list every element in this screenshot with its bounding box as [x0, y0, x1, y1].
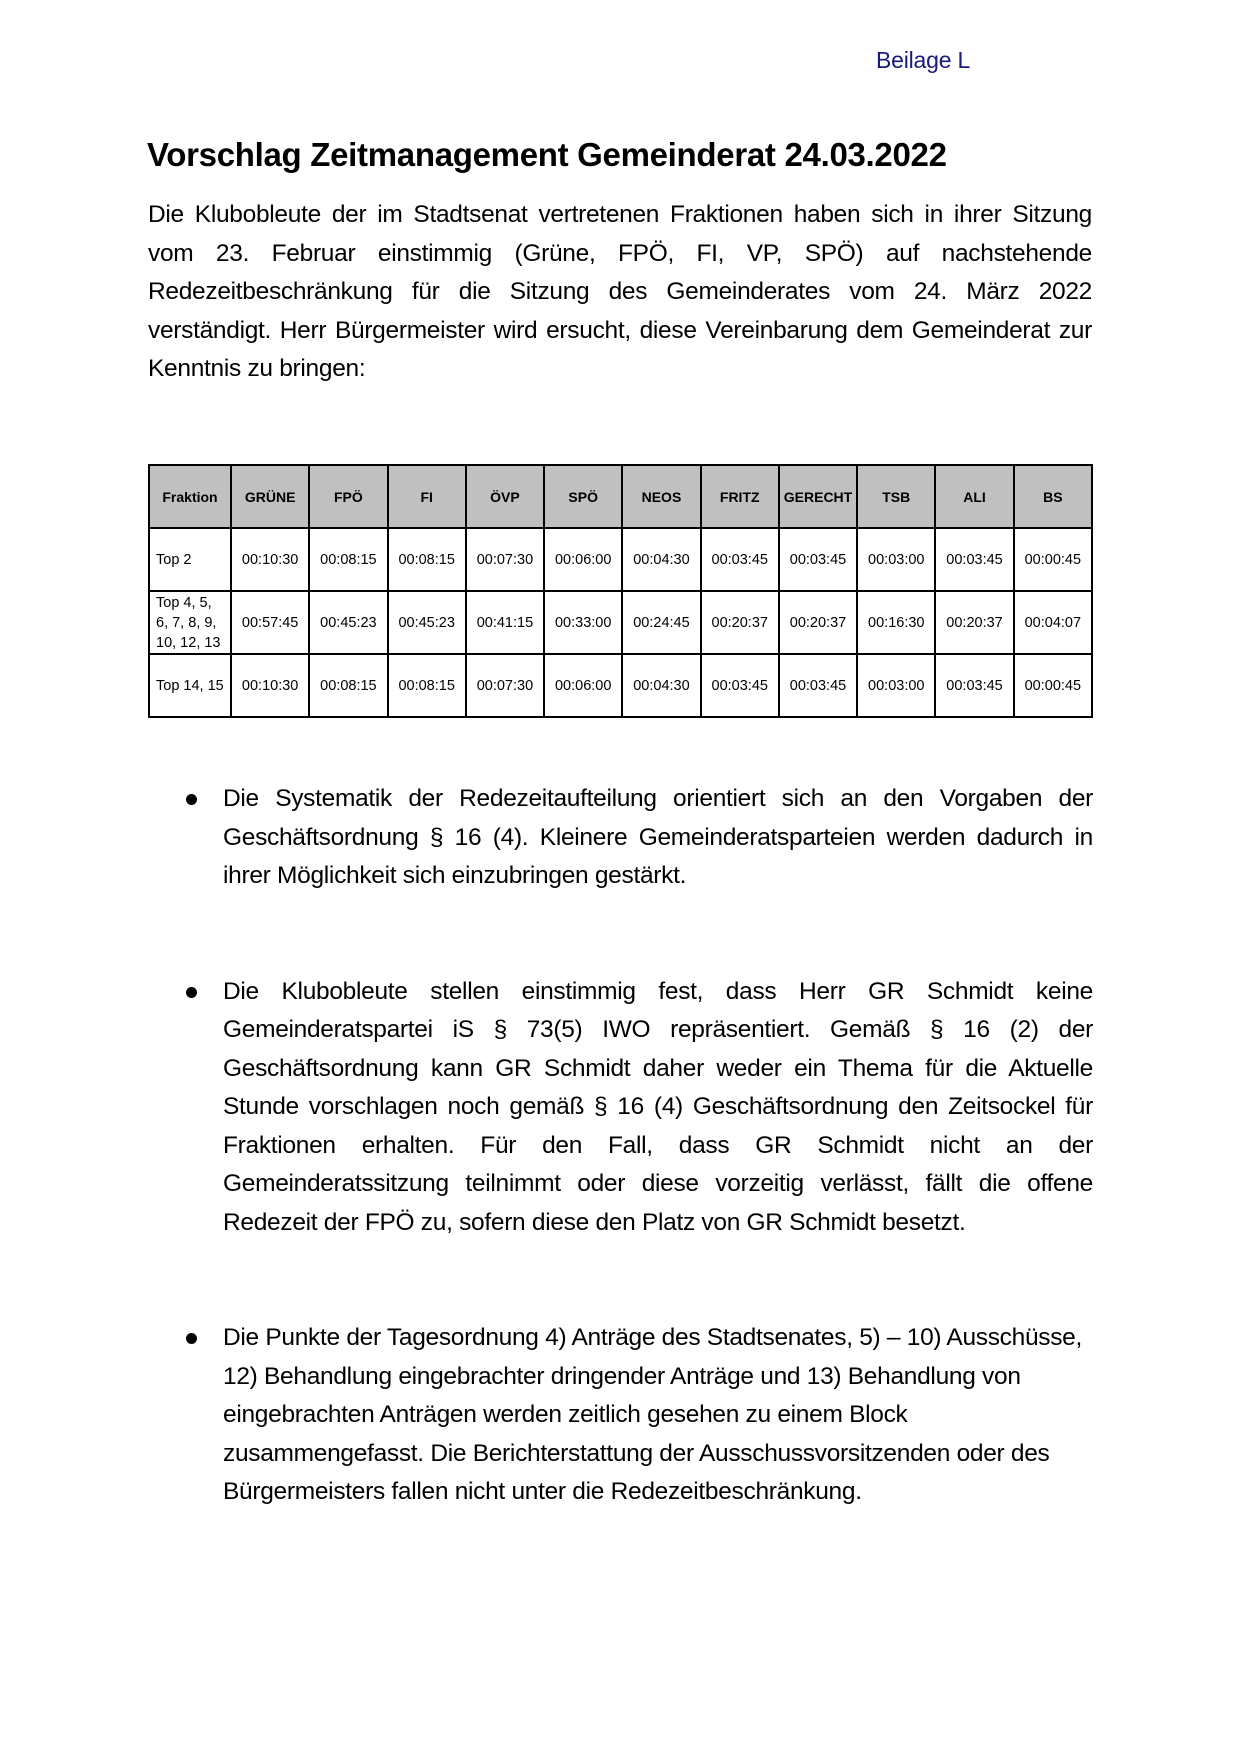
row-label: Top 4, 5, 6, 7, 8, 9, 10, 12, 13 [149, 591, 231, 654]
table-cell: 00:03:45 [701, 528, 779, 591]
table-cell: 00:33:00 [544, 591, 622, 654]
row-label: Top 2 [149, 528, 231, 591]
bullet-icon [186, 1333, 197, 1344]
table-row [149, 591, 1092, 654]
table-cell: 00:41:15 [466, 591, 544, 654]
table-cell: 00:06:00 [544, 528, 622, 591]
table-cell: 00:00:45 [1014, 654, 1092, 717]
column-header-fritz: FRITZ [701, 465, 779, 528]
table-cell: 00:04:30 [622, 654, 700, 717]
table-cell: 00:20:37 [779, 591, 857, 654]
table-cell: 00:04:30 [622, 528, 700, 591]
table-cell: 00:10:30 [231, 654, 309, 717]
table-cell: 00:10:30 [231, 528, 309, 591]
table-cell: 00:45:23 [309, 591, 387, 654]
table-cell: 00:03:45 [701, 654, 779, 717]
column-header-oevp: ÖVP [466, 465, 544, 528]
column-header-bs: BS [1014, 465, 1092, 528]
bullet-text: Die Punkte der Tagesordnung 4) Anträge des Stadtsenates, 5) – 10) Ausschüsse, 12) Behandlung eingebrachter dringender Anträge und 13) Behandlung von eingebrachten Anträgen werden zeitlich gesehen zu einem Block zusammengefasst. Die Berichterstattung der Ausschussvorsitzenden oder des Bürgermeisters fallen nicht unter die Redezeitbeschränkung. [223, 1324, 1083, 1505]
bullet-text: Die Systematik der Redezeitaufteilung orientiert sich an den Vorgaben der Geschäftsordnung § 16 (4). Kleinere Gemeinderatsparteien werden dadurch in ihrer Möglichkeit sich einzubringen gestärkt. [223, 785, 1093, 889]
column-header-fi: FI [388, 465, 466, 528]
table-cell: 00:03:00 [857, 528, 935, 591]
table-cell: 00:08:15 [309, 654, 387, 717]
list-item [223, 973, 1093, 1243]
speaking-time-table [148, 464, 1093, 718]
table-row [149, 654, 1092, 717]
column-header-fpoe: FPÖ [309, 465, 387, 528]
table-row [149, 528, 1092, 591]
table-cell: 00:24:45 [622, 591, 700, 654]
table-cell: 00:04:07 [1014, 591, 1092, 654]
table-cell: 00:07:30 [466, 528, 544, 591]
table-cell: 00:16:30 [857, 591, 935, 654]
table-cell: 00:08:15 [388, 528, 466, 591]
document-title: Vorschlag Zeitmanagement Gemeinderat 24.03.2022 [147, 136, 947, 173]
column-header-fraktion: Fraktion [149, 465, 231, 528]
column-header-neos: NEOS [622, 465, 700, 528]
table-cell: 00:07:30 [466, 654, 544, 717]
table-cell: 00:03:45 [935, 528, 1013, 591]
table-cell: 00:20:37 [701, 591, 779, 654]
list-item [223, 780, 1093, 896]
table-cell: 00:57:45 [231, 591, 309, 654]
table-header-row [149, 465, 1092, 528]
table-cell: 00:45:23 [388, 591, 466, 654]
bullet-text: Die Klubobleute stellen einstimmig fest, dass Herr GR Schmidt keine Gemeinderatspartei iS § 73(5) IWO repräsentiert. Gemäß § 16 (2) der Geschäftsordnung kann GR Schmidt daher weder ein Thema für die Aktuelle Stunde vorschlagen noch gemäß § 16 (4) Geschäftsordnung den Zeitsockel für Fraktionen erhalten. Für den Fall, dass GR Schmidt nicht an der Gemeinderatssitzung teilnimmt oder diese vorzeitig verlässt, fällt die offene Redezeit der FPÖ zu, sofern diese den Platz von GR Schmidt besetzt. [223, 977, 1093, 1236]
table-cell: 00:03:45 [935, 654, 1013, 717]
table-cell: 00:08:15 [388, 654, 466, 717]
table-cell: 00:00:45 [1014, 528, 1092, 591]
column-header-ali: ALI [935, 465, 1013, 528]
column-header-tsb: TSB [857, 465, 935, 528]
bullet-icon [186, 794, 197, 805]
bullet-list [223, 780, 1093, 1589]
row-label: Top 14, 15 [149, 654, 231, 717]
column-header-spoe: SPÖ [544, 465, 622, 528]
list-item [223, 1319, 1093, 1512]
table-cell: 00:03:45 [779, 528, 857, 591]
column-header-gruene: GRÜNE [231, 465, 309, 528]
table-cell: 00:03:45 [779, 654, 857, 717]
table-cell: 00:20:37 [935, 591, 1013, 654]
bullet-icon [186, 987, 197, 998]
table-cell: 00:06:00 [544, 654, 622, 717]
table-cell: 00:03:00 [857, 654, 935, 717]
attachment-label: Beilage L [876, 47, 971, 73]
column-header-gerecht: GERECHT [779, 465, 857, 528]
table-cell: 00:08:15 [309, 528, 387, 591]
intro-paragraph: Die Klubobleute der im Stadtsenat vertretenen Fraktionen haben sich in ihrer Sitzung vom 23. Februar einstimmig (Grüne, FPÖ, FI, VP, SPÖ) auf nachstehende Redezeitbeschränkung für die Sitzung des Gemeinderates vom 24. März 2022 verständigt. Herr Bürgermeister wird ersucht, diese Vereinbarung dem Gemeinderat zur Kenntnis zu bringen: [148, 201, 1092, 382]
